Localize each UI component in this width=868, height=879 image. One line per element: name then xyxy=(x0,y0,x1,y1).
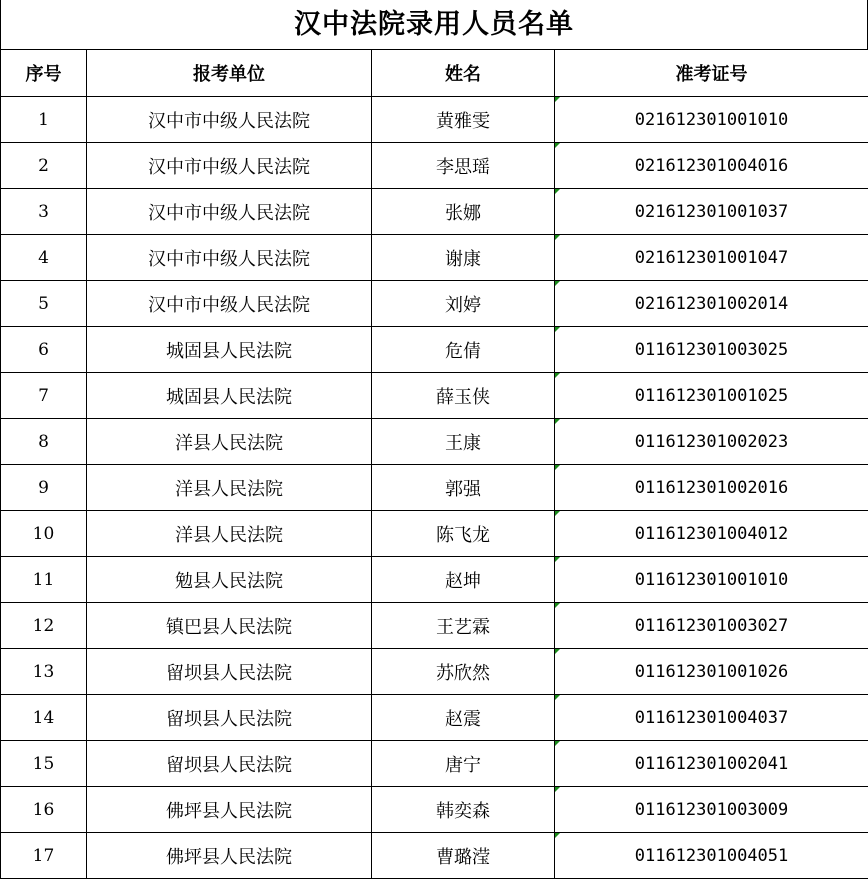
cell-name[interactable]: 曹璐滢 xyxy=(372,833,555,879)
cell-exam-id[interactable]: 011612301003009 xyxy=(555,787,868,833)
cell-index[interactable]: 15 xyxy=(1,741,87,787)
cell-exam-id[interactable]: 011612301001010 xyxy=(555,557,868,603)
text-number-indicator-icon xyxy=(555,557,560,562)
table-row xyxy=(1,511,868,557)
text-number-indicator-icon xyxy=(555,189,560,194)
cell-unit[interactable]: 佛坪县人民法院 xyxy=(87,787,372,833)
cell-index[interactable]: 3 xyxy=(1,189,87,235)
cell-name[interactable]: 赵坤 xyxy=(372,557,555,603)
cell-index[interactable]: 5 xyxy=(1,281,87,327)
column-header-unit[interactable]: 报考单位 xyxy=(87,50,372,97)
cell-unit[interactable]: 城固县人民法院 xyxy=(87,327,372,373)
sheet-title[interactable]: 汉中法院录用人员名单 xyxy=(0,0,868,49)
cell-name[interactable]: 王艺霖 xyxy=(372,603,555,649)
cell-unit[interactable]: 佛坪县人民法院 xyxy=(87,833,372,879)
cell-index[interactable]: 13 xyxy=(1,649,87,695)
header-row xyxy=(1,50,868,97)
cell-name[interactable]: 唐宁 xyxy=(372,741,555,787)
table-row xyxy=(1,833,868,879)
cell-unit[interactable]: 汉中市中级人民法院 xyxy=(87,281,372,327)
cell-index[interactable]: 6 xyxy=(1,327,87,373)
text-number-indicator-icon xyxy=(555,327,560,332)
cell-unit[interactable]: 洋县人民法院 xyxy=(87,511,372,557)
cell-exam-id[interactable]: 021612301004016 xyxy=(555,143,868,189)
cell-index[interactable]: 16 xyxy=(1,787,87,833)
table-row xyxy=(1,373,868,419)
text-number-indicator-icon xyxy=(555,281,560,286)
cell-index[interactable]: 10 xyxy=(1,511,87,557)
cell-name[interactable]: 苏欣然 xyxy=(372,649,555,695)
cell-unit[interactable]: 城固县人民法院 xyxy=(87,373,372,419)
cell-name[interactable]: 赵震 xyxy=(372,695,555,741)
table-row xyxy=(1,419,868,465)
text-number-indicator-icon xyxy=(555,465,560,470)
cell-index[interactable]: 2 xyxy=(1,143,87,189)
cell-name[interactable]: 郭强 xyxy=(372,465,555,511)
column-header-index[interactable]: 序号 xyxy=(1,50,87,97)
text-number-indicator-icon xyxy=(555,649,560,654)
cell-index[interactable]: 17 xyxy=(1,833,87,879)
cell-unit[interactable]: 汉中市中级人民法院 xyxy=(87,143,372,189)
table-row xyxy=(1,97,868,143)
cell-index[interactable]: 9 xyxy=(1,465,87,511)
cell-exam-id[interactable]: 021612301001037 xyxy=(555,189,868,235)
column-header-exam-id[interactable]: 准考证号 xyxy=(555,50,868,97)
column-header-name[interactable]: 姓名 xyxy=(372,50,555,97)
table-row xyxy=(1,603,868,649)
cell-name[interactable]: 薛玉侠 xyxy=(372,373,555,419)
cell-index[interactable]: 4 xyxy=(1,235,87,281)
table-row xyxy=(1,235,868,281)
table-row xyxy=(1,741,868,787)
cell-unit[interactable]: 汉中市中级人民法院 xyxy=(87,235,372,281)
cell-exam-id[interactable]: 011612301002041 xyxy=(555,741,868,787)
cell-exam-id[interactable]: 011612301004051 xyxy=(555,833,868,879)
cell-exam-id[interactable]: 011612301004012 xyxy=(555,511,868,557)
cell-exam-id[interactable]: 011612301004037 xyxy=(555,695,868,741)
text-number-indicator-icon xyxy=(555,741,560,746)
cell-exam-id[interactable]: 011612301001025 xyxy=(555,373,868,419)
hiring-list-table xyxy=(0,49,868,879)
text-number-indicator-icon xyxy=(555,143,560,148)
table-row xyxy=(1,143,868,189)
text-number-indicator-icon xyxy=(555,97,560,102)
cell-unit[interactable]: 镇巴县人民法院 xyxy=(87,603,372,649)
cell-exam-id[interactable]: 011612301003027 xyxy=(555,603,868,649)
text-number-indicator-icon xyxy=(555,833,560,838)
text-number-indicator-icon xyxy=(555,373,560,378)
cell-index[interactable]: 8 xyxy=(1,419,87,465)
table-row xyxy=(1,189,868,235)
cell-unit[interactable]: 汉中市中级人民法院 xyxy=(87,189,372,235)
cell-index[interactable]: 14 xyxy=(1,695,87,741)
cell-unit[interactable]: 勉县人民法院 xyxy=(87,557,372,603)
text-number-indicator-icon xyxy=(555,419,560,424)
cell-index[interactable]: 11 xyxy=(1,557,87,603)
cell-index[interactable]: 1 xyxy=(1,97,87,143)
cell-name[interactable]: 李思瑶 xyxy=(372,143,555,189)
cell-name[interactable]: 黄雅雯 xyxy=(372,97,555,143)
text-number-indicator-icon xyxy=(555,235,560,240)
cell-name[interactable]: 谢康 xyxy=(372,235,555,281)
cell-unit[interactable]: 留坝县人民法院 xyxy=(87,741,372,787)
cell-exam-id[interactable]: 021612301001047 xyxy=(555,235,868,281)
text-number-indicator-icon xyxy=(555,603,560,608)
cell-exam-id[interactable]: 011612301003025 xyxy=(555,327,868,373)
cell-unit[interactable]: 洋县人民法院 xyxy=(87,465,372,511)
cell-unit[interactable]: 汉中市中级人民法院 xyxy=(87,97,372,143)
cell-unit[interactable]: 留坝县人民法院 xyxy=(87,649,372,695)
cell-name[interactable]: 王康 xyxy=(372,419,555,465)
table-row xyxy=(1,557,868,603)
cell-unit[interactable]: 留坝县人民法院 xyxy=(87,695,372,741)
table-row xyxy=(1,787,868,833)
text-number-indicator-icon xyxy=(555,695,560,700)
table-row xyxy=(1,465,868,511)
text-number-indicator-icon xyxy=(555,511,560,516)
cell-index[interactable]: 12 xyxy=(1,603,87,649)
table-row xyxy=(1,695,868,741)
table-row xyxy=(1,281,868,327)
cell-name[interactable]: 危倩 xyxy=(372,327,555,373)
cell-index[interactable]: 7 xyxy=(1,373,87,419)
table-body xyxy=(1,97,868,879)
cell-name[interactable]: 陈飞龙 xyxy=(372,511,555,557)
text-number-indicator-icon xyxy=(555,787,560,792)
table-row xyxy=(1,649,868,695)
cell-name[interactable]: 刘婷 xyxy=(372,281,555,327)
cell-exam-id[interactable]: 021612301001010 xyxy=(555,97,868,143)
cell-unit[interactable]: 洋县人民法院 xyxy=(87,419,372,465)
cell-exam-id[interactable]: 011612301001026 xyxy=(555,649,868,695)
cell-exam-id[interactable]: 021612301002014 xyxy=(555,281,868,327)
cell-name[interactable]: 张娜 xyxy=(372,189,555,235)
cell-name[interactable]: 韩奕森 xyxy=(372,787,555,833)
table-row xyxy=(1,327,868,373)
cell-exam-id[interactable]: 011612301002023 xyxy=(555,419,868,465)
cell-exam-id[interactable]: 011612301002016 xyxy=(555,465,868,511)
